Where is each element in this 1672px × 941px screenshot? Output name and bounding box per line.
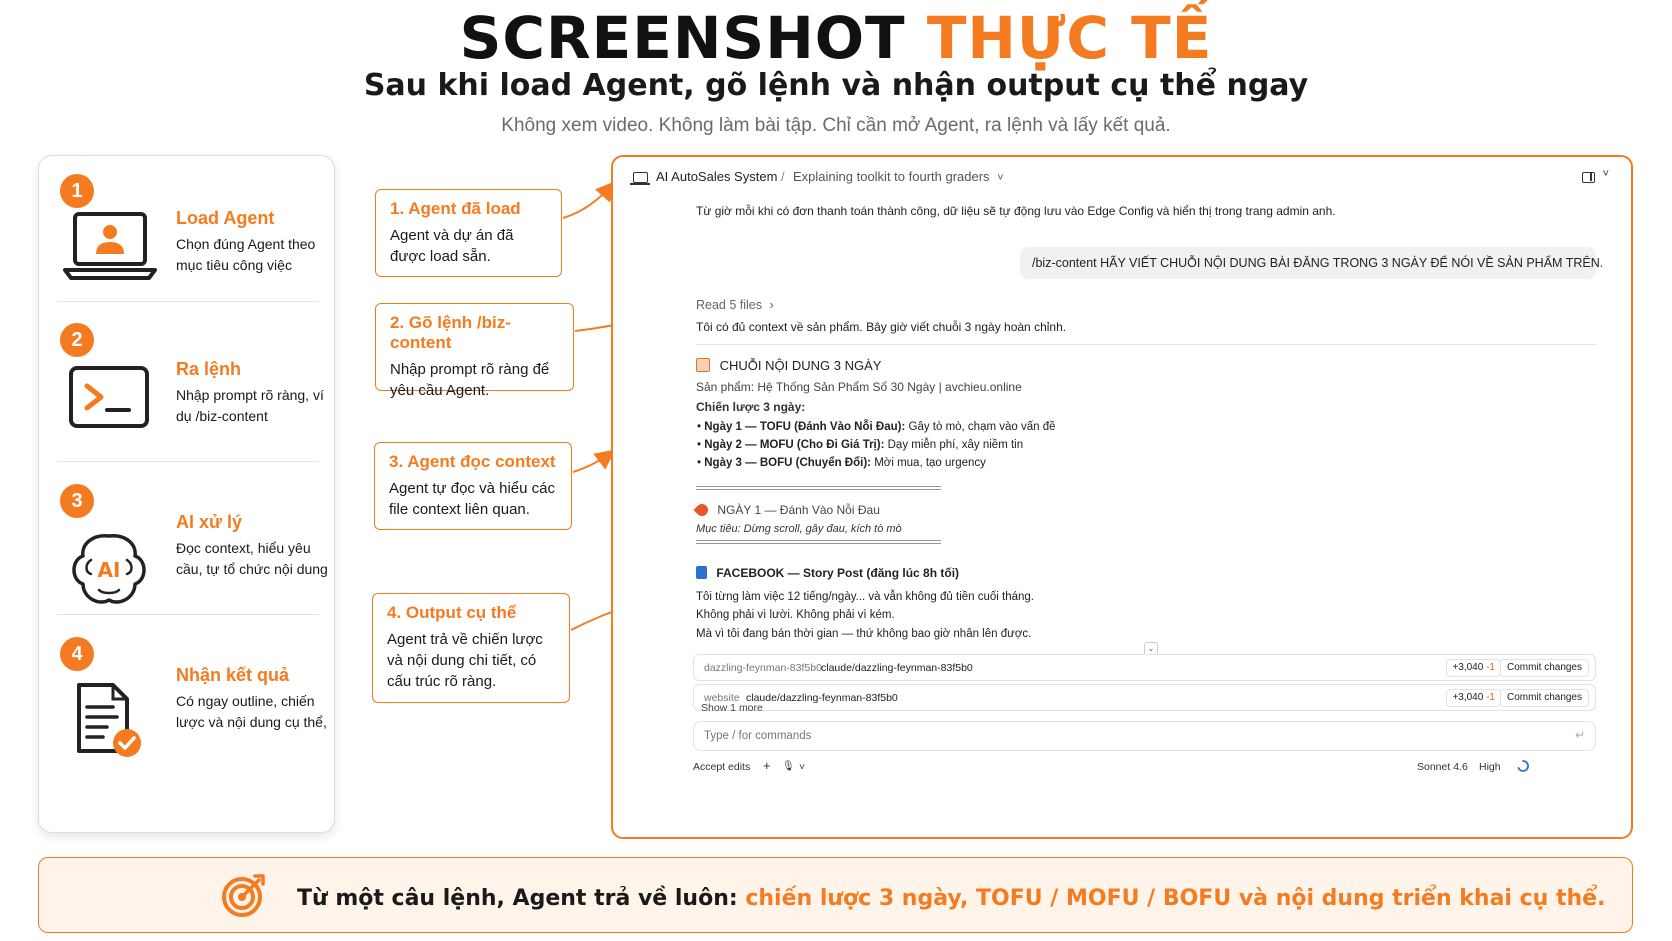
pushpin-icon: [694, 502, 711, 519]
diff-stat: [1446, 689, 1501, 707]
terminal-prompt-icon: [63, 362, 163, 442]
callout-desc: Agent trả về chiến lược và nội dung chi tiết, có cấu trúc rõ ràng.: [387, 631, 543, 690]
step-desc: Nhập prompt rõ ràng, ví dụ /biz-content: [176, 387, 324, 424]
callout-title: 3. Agent đọc context: [389, 452, 556, 471]
bullet-body: Dạy miễn phí, xây niềm tin: [887, 439, 1024, 451]
branch-name: claude/dazzling-feynman-83f5b0: [746, 692, 898, 704]
callout-agent-loaded: [375, 189, 562, 277]
hero-title: [0, 4, 1672, 72]
chevron-right-icon: ›: [769, 298, 774, 312]
step-number: 1: [60, 174, 94, 208]
commit-row: [693, 654, 1596, 681]
callout-output: [372, 593, 570, 703]
branch-name: claude/dazzling-feynman-83f5b0: [821, 662, 973, 674]
list-item: • Ngày 3 — BOFU (Chuyển Đổi): Mời mua, tạo urgency: [697, 457, 986, 469]
model-selector[interactable]: Sonnet 4.6: [1417, 761, 1468, 773]
read-files-label: Read 5 files: [696, 298, 763, 312]
composer-placeholder: Type / for commands: [704, 730, 812, 742]
hero-title-accent: THỰC TẾ: [926, 4, 1213, 72]
bullet-head: Ngày 2 — MOFU (Cho Đi Giá Trị):: [704, 439, 885, 451]
book-icon: [696, 566, 707, 579]
chevron-down-icon[interactable]: ˅: [1602, 168, 1609, 180]
diff-minus: -1: [1486, 692, 1495, 703]
step-number: 4: [60, 637, 94, 671]
step-divider: [57, 461, 319, 462]
diff-stat: [1446, 659, 1501, 677]
step-title: Ra lệnh: [176, 359, 242, 379]
diff-plus: +3,040: [1452, 692, 1484, 703]
breadcrumb-project[interactable]: AI AutoSales System: [656, 169, 778, 184]
step-desc: Đọc context, hiểu yêu cầu, tự tổ chức nội dung: [176, 540, 328, 577]
show-more-link[interactable]: Show 1 more: [701, 702, 763, 714]
callout-title: 1. Agent đã load: [390, 199, 521, 218]
day1-title: NGÀY 1 — Đánh Vào Nỗi Đau: [717, 503, 880, 517]
bullet-body: Gây tò mò, chạm vào vấn đề: [908, 421, 1056, 433]
assistant-intro: Tôi có đủ context về sản phẩm. Bây giờ viết chuỗi 3 ngày hoàn chỉnh.: [696, 320, 1067, 334]
repo-name: website: [704, 692, 740, 704]
step-divider: [57, 614, 319, 615]
step-title: Nhận kết quả: [176, 665, 290, 685]
scroll-down-button[interactable]: ⌄: [1144, 642, 1158, 656]
bullet-head: Ngày 1 — TOFU (Đánh Vào Nỗi Đau):: [704, 421, 906, 433]
chevron-down-icon[interactable]: ˅: [799, 761, 806, 773]
sidebar-toggle-icon[interactable]: [1582, 172, 1595, 183]
chevron-down-icon: ˅: [997, 172, 1004, 184]
breadcrumb-chat-title[interactable]: [793, 169, 1004, 184]
strategy-label: Chiến lược 3 ngày:: [696, 400, 806, 414]
diff-plus: +3,040: [1452, 662, 1484, 673]
steps-panel: [38, 155, 335, 833]
step-number: 3: [60, 484, 94, 518]
assistant-message-previous: Từ giờ mỗi khi có đơn thanh toán thành công, dữ liệu sẽ tự động lưu vào Edge Config và hiển thị trong trang admin anh.: [696, 204, 1336, 218]
double-rule: [696, 486, 941, 490]
hero-note: Không xem video. Không làm bài tập. Chỉ cần mở Agent, ra lệnh và lấy kết quả.: [501, 115, 1171, 136]
callout-read-context: [374, 442, 572, 530]
callout-title: 2. Gõ lệnh /biz-content: [390, 313, 511, 352]
bullet-head: Ngày 3 — BOFU (Chuyển Đổi):: [704, 457, 871, 469]
facebook-title: FACEBOOK — Story Post (đăng lúc 8h tối): [716, 566, 960, 580]
ai-brain-icon: [63, 530, 163, 610]
callout-desc: Agent tự đọc và hiểu các file context liên quan.: [389, 480, 555, 518]
step-desc: Chọn đúng Agent theo mục tiêu công việc: [176, 236, 316, 273]
calendar-icon: [696, 358, 710, 372]
laptop-user-icon: [63, 208, 163, 288]
accept-edits-toggle[interactable]: Accept edits: [693, 761, 751, 773]
commit-changes-button[interactable]: Commit changes: [1500, 689, 1589, 707]
effort-selector[interactable]: High: [1479, 761, 1501, 773]
step-number: 2: [60, 323, 94, 357]
document-check-icon: [63, 681, 163, 761]
breadcrumb-separator: /: [781, 169, 785, 184]
step-title: Load Agent: [176, 208, 275, 228]
command-input[interactable]: [693, 721, 1596, 751]
facebook-line: Tôi từng làm việc 12 tiếng/ngày... và vẫn không đủ tiền cuối tháng.: [696, 591, 1034, 603]
laptop-icon: [633, 172, 648, 183]
banner-highlight: chiến lược 3 ngày, TOFU / MOFU / BOFU và nội dung triển khai cụ thể.: [745, 886, 1606, 911]
enter-icon[interactable]: ↵: [1574, 728, 1585, 742]
series-title: CHUỖI NỘI DUNG 3 NGÀY: [719, 358, 882, 373]
repo-name: dazzling-feynman-83f5b0: [704, 662, 822, 674]
hero-subtitle: Sau khi load Agent, gõ lệnh và nhận output cụ thể ngay: [363, 68, 1309, 103]
facebook-heading: [696, 566, 959, 580]
claude-app-window: [611, 155, 1633, 839]
list-item: • Ngày 2 — MOFU (Cho Đi Giá Trị): Dạy miễn phí, xây niềm tin: [697, 439, 1024, 451]
double-rule: [696, 540, 941, 544]
loading-spinner-icon: [1517, 760, 1529, 772]
read-files-toggle[interactable]: [696, 298, 774, 312]
product-line: Sản phẩm: Hệ Thống Sản Phẩm Số 30 Ngày | avchieu.online: [696, 380, 1022, 394]
divider: [696, 344, 1596, 345]
list-item: • Ngày 1 — TOFU (Đánh Vào Nỗi Đau): Gây tò mò, chạm vào vấn đề: [697, 421, 1056, 433]
diff-minus: -1: [1486, 662, 1495, 673]
day1-goal: Mục tiêu: Dừng scroll, gây đau, kích tò mò: [696, 523, 902, 535]
step-desc: Có ngay outline, chiến lược và nội dung cụ thể,: [176, 693, 327, 730]
step-divider: [57, 301, 319, 302]
commit-changes-button[interactable]: Commit changes: [1500, 659, 1589, 677]
series-heading: [696, 358, 881, 373]
commit-row: [693, 684, 1596, 711]
facebook-line: Không phải vì lười. Không phải vì kém.: [696, 609, 895, 621]
microphone-icon[interactable]: 🎙: [782, 761, 795, 772]
chat-title: Explaining toolkit to fourth graders: [793, 169, 990, 184]
ai-icon-text: AI: [97, 558, 121, 582]
banner-text: [297, 886, 1605, 911]
callout-desc: Nhập prompt rõ ràng để yêu cầu Agent.: [390, 361, 550, 399]
callout-title: 4. Output cụ thể: [387, 603, 517, 622]
facebook-line: Mà vì tôi đang bán thời gian — thứ không bao giờ nhân lên được.: [696, 628, 1032, 640]
add-icon[interactable]: +: [763, 758, 771, 773]
step-title: AI xử lý: [176, 512, 243, 532]
summary-banner: [38, 857, 1633, 933]
user-message: /biz-content HÃY VIẾT CHUỖI NỘI DUNG BÀI ĐĂNG TRONG 3 NGÀY ĐỂ NÓI VỀ SẢN PHẨM TRÊN.: [1020, 247, 1596, 279]
hero-title-main: SCREENSHOT: [459, 4, 906, 72]
callout-desc: Agent và dự án đã được load sẵn.: [390, 227, 514, 265]
callout-type-command: [375, 303, 574, 399]
day1-heading: [696, 503, 880, 517]
target-icon: [221, 872, 267, 918]
bullet-body: Mời mua, tạo urgency: [874, 457, 986, 469]
banner-lead: Từ một câu lệnh, Agent trả về luôn:: [297, 886, 738, 911]
